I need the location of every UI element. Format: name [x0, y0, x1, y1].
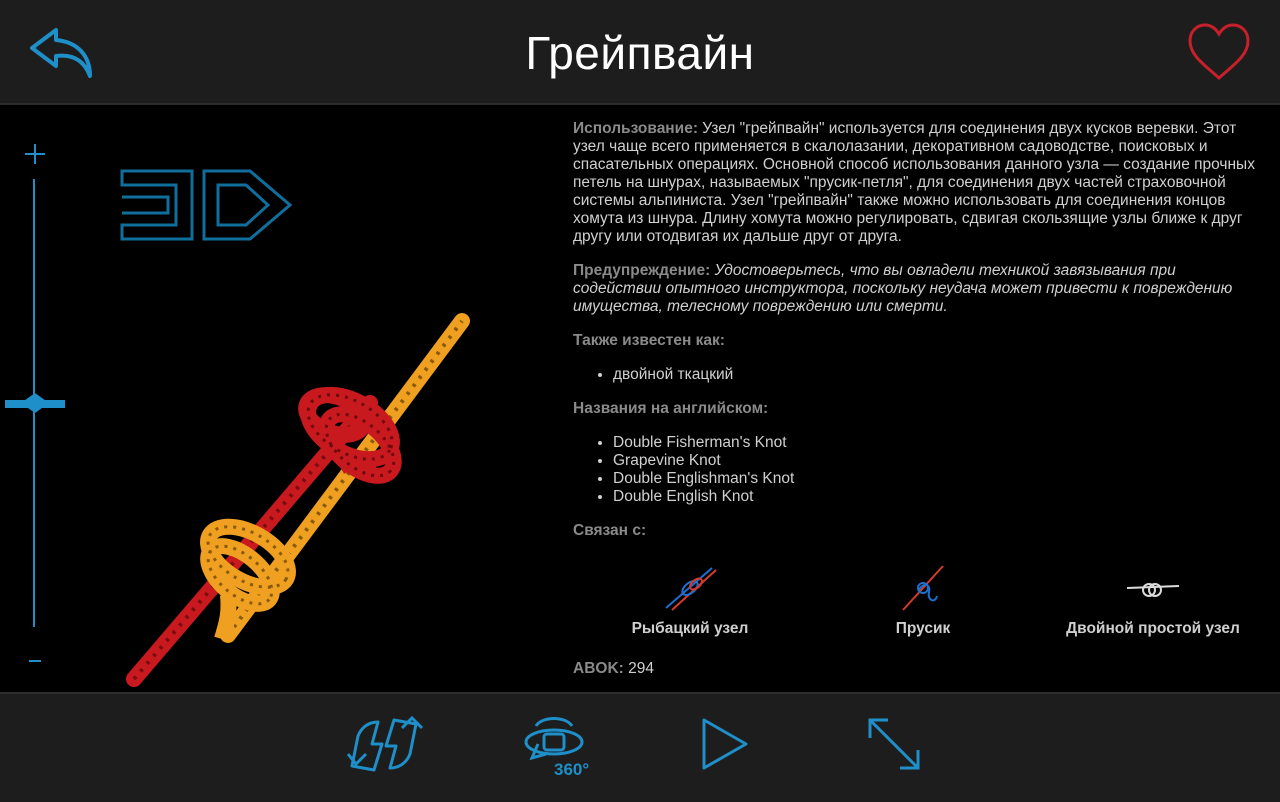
related-knots — [573, 560, 1263, 650]
fullscreen-icon — [864, 714, 928, 776]
knot-description — [573, 120, 1263, 556]
fisherman-knot-thumbnail — [660, 560, 720, 612]
list-item: • Double Fisherman's Knot — [613, 434, 1263, 452]
english-names-list — [573, 434, 1263, 506]
usage-text: Узел "грейпвайн" используется для соединения двух кусков веревки. Этот узел чаще всего применяется в скалолазании, декоративном садоводстве, поисковых и спасательных операциях. Основной способ использования данного узла — создание прочных петель на шнурах, называемых "прусик-петля", для соединения двух частей страховочной системы альпиниста. Узел "грейпвайн" также можно использовать для соединения концов хомута из шнура. Длину хомута можно регулировать, сдвигая скользящие узлы ближе к друг другу или отодвигая их дальше друг от друга. — [573, 120, 1255, 245]
favorite-button[interactable] — [1186, 22, 1252, 82]
related-knot-prusik[interactable] — [813, 560, 1033, 638]
related-knot-label: Прусик — [895, 620, 951, 637]
flip-rotate-button[interactable] — [344, 714, 424, 784]
list-item: • Double English Knot — [613, 488, 1263, 506]
plus-icon — [22, 141, 48, 167]
abok-number — [573, 660, 654, 678]
play-icon — [696, 714, 756, 776]
knot-viewer[interactable] — [0, 105, 555, 692]
aka-list — [573, 366, 1263, 384]
minus-icon — [24, 653, 46, 667]
header — [0, 0, 1280, 105]
play-button[interactable] — [696, 714, 776, 784]
list-item: • Grapevine Knot — [613, 452, 1263, 470]
related-knot-fisherman[interactable] — [580, 560, 800, 638]
related-knot-label: Рыбацкий узел — [631, 620, 749, 637]
warning-paragraph — [573, 262, 1263, 316]
double-overhand-knot-thumbnail — [1123, 560, 1183, 612]
related-knot-label: Двойной простой узел — [1066, 620, 1240, 637]
prusik-knot-thumbnail — [893, 560, 953, 612]
warning-text: Удостоверьтесь, что вы овладели техникой завязывания при содействии опытного инструктора, поскольку неудача может привести к повреждению имущества, телесному повреждению или смерти. — [573, 262, 1233, 315]
page-title: Грейпвайн — [525, 27, 755, 79]
zoom-slider-thumb[interactable] — [5, 393, 65, 413]
heart-icon — [1186, 22, 1252, 82]
knot-illustration — [110, 205, 490, 695]
related-knot-double-overhand[interactable] — [1043, 560, 1263, 638]
rotate-360-label: 360° — [554, 760, 590, 779]
bottom-toolbar — [0, 692, 1280, 802]
list-item: • Double Englishman's Knot — [613, 470, 1263, 488]
flip-rotate-icon — [344, 714, 424, 776]
warning-label: Предупреждение: — [573, 262, 711, 279]
list-item: • двойной ткацкий — [613, 366, 1263, 384]
usage-paragraph — [573, 120, 1263, 246]
abok-value: 294 — [623, 660, 654, 677]
usage-label: Использование: — [573, 120, 698, 137]
related-heading: Связан с: — [573, 522, 647, 539]
rotate-360-button[interactable] — [520, 714, 600, 784]
zoom-out-button[interactable] — [24, 653, 46, 667]
aka-heading: Также известен как: — [573, 332, 725, 349]
fullscreen-button[interactable] — [864, 714, 944, 784]
abok-label: ABOK: — [573, 660, 624, 677]
zoom-in-button[interactable] — [22, 141, 48, 167]
english-names-heading: Названия на английском: — [573, 400, 769, 417]
